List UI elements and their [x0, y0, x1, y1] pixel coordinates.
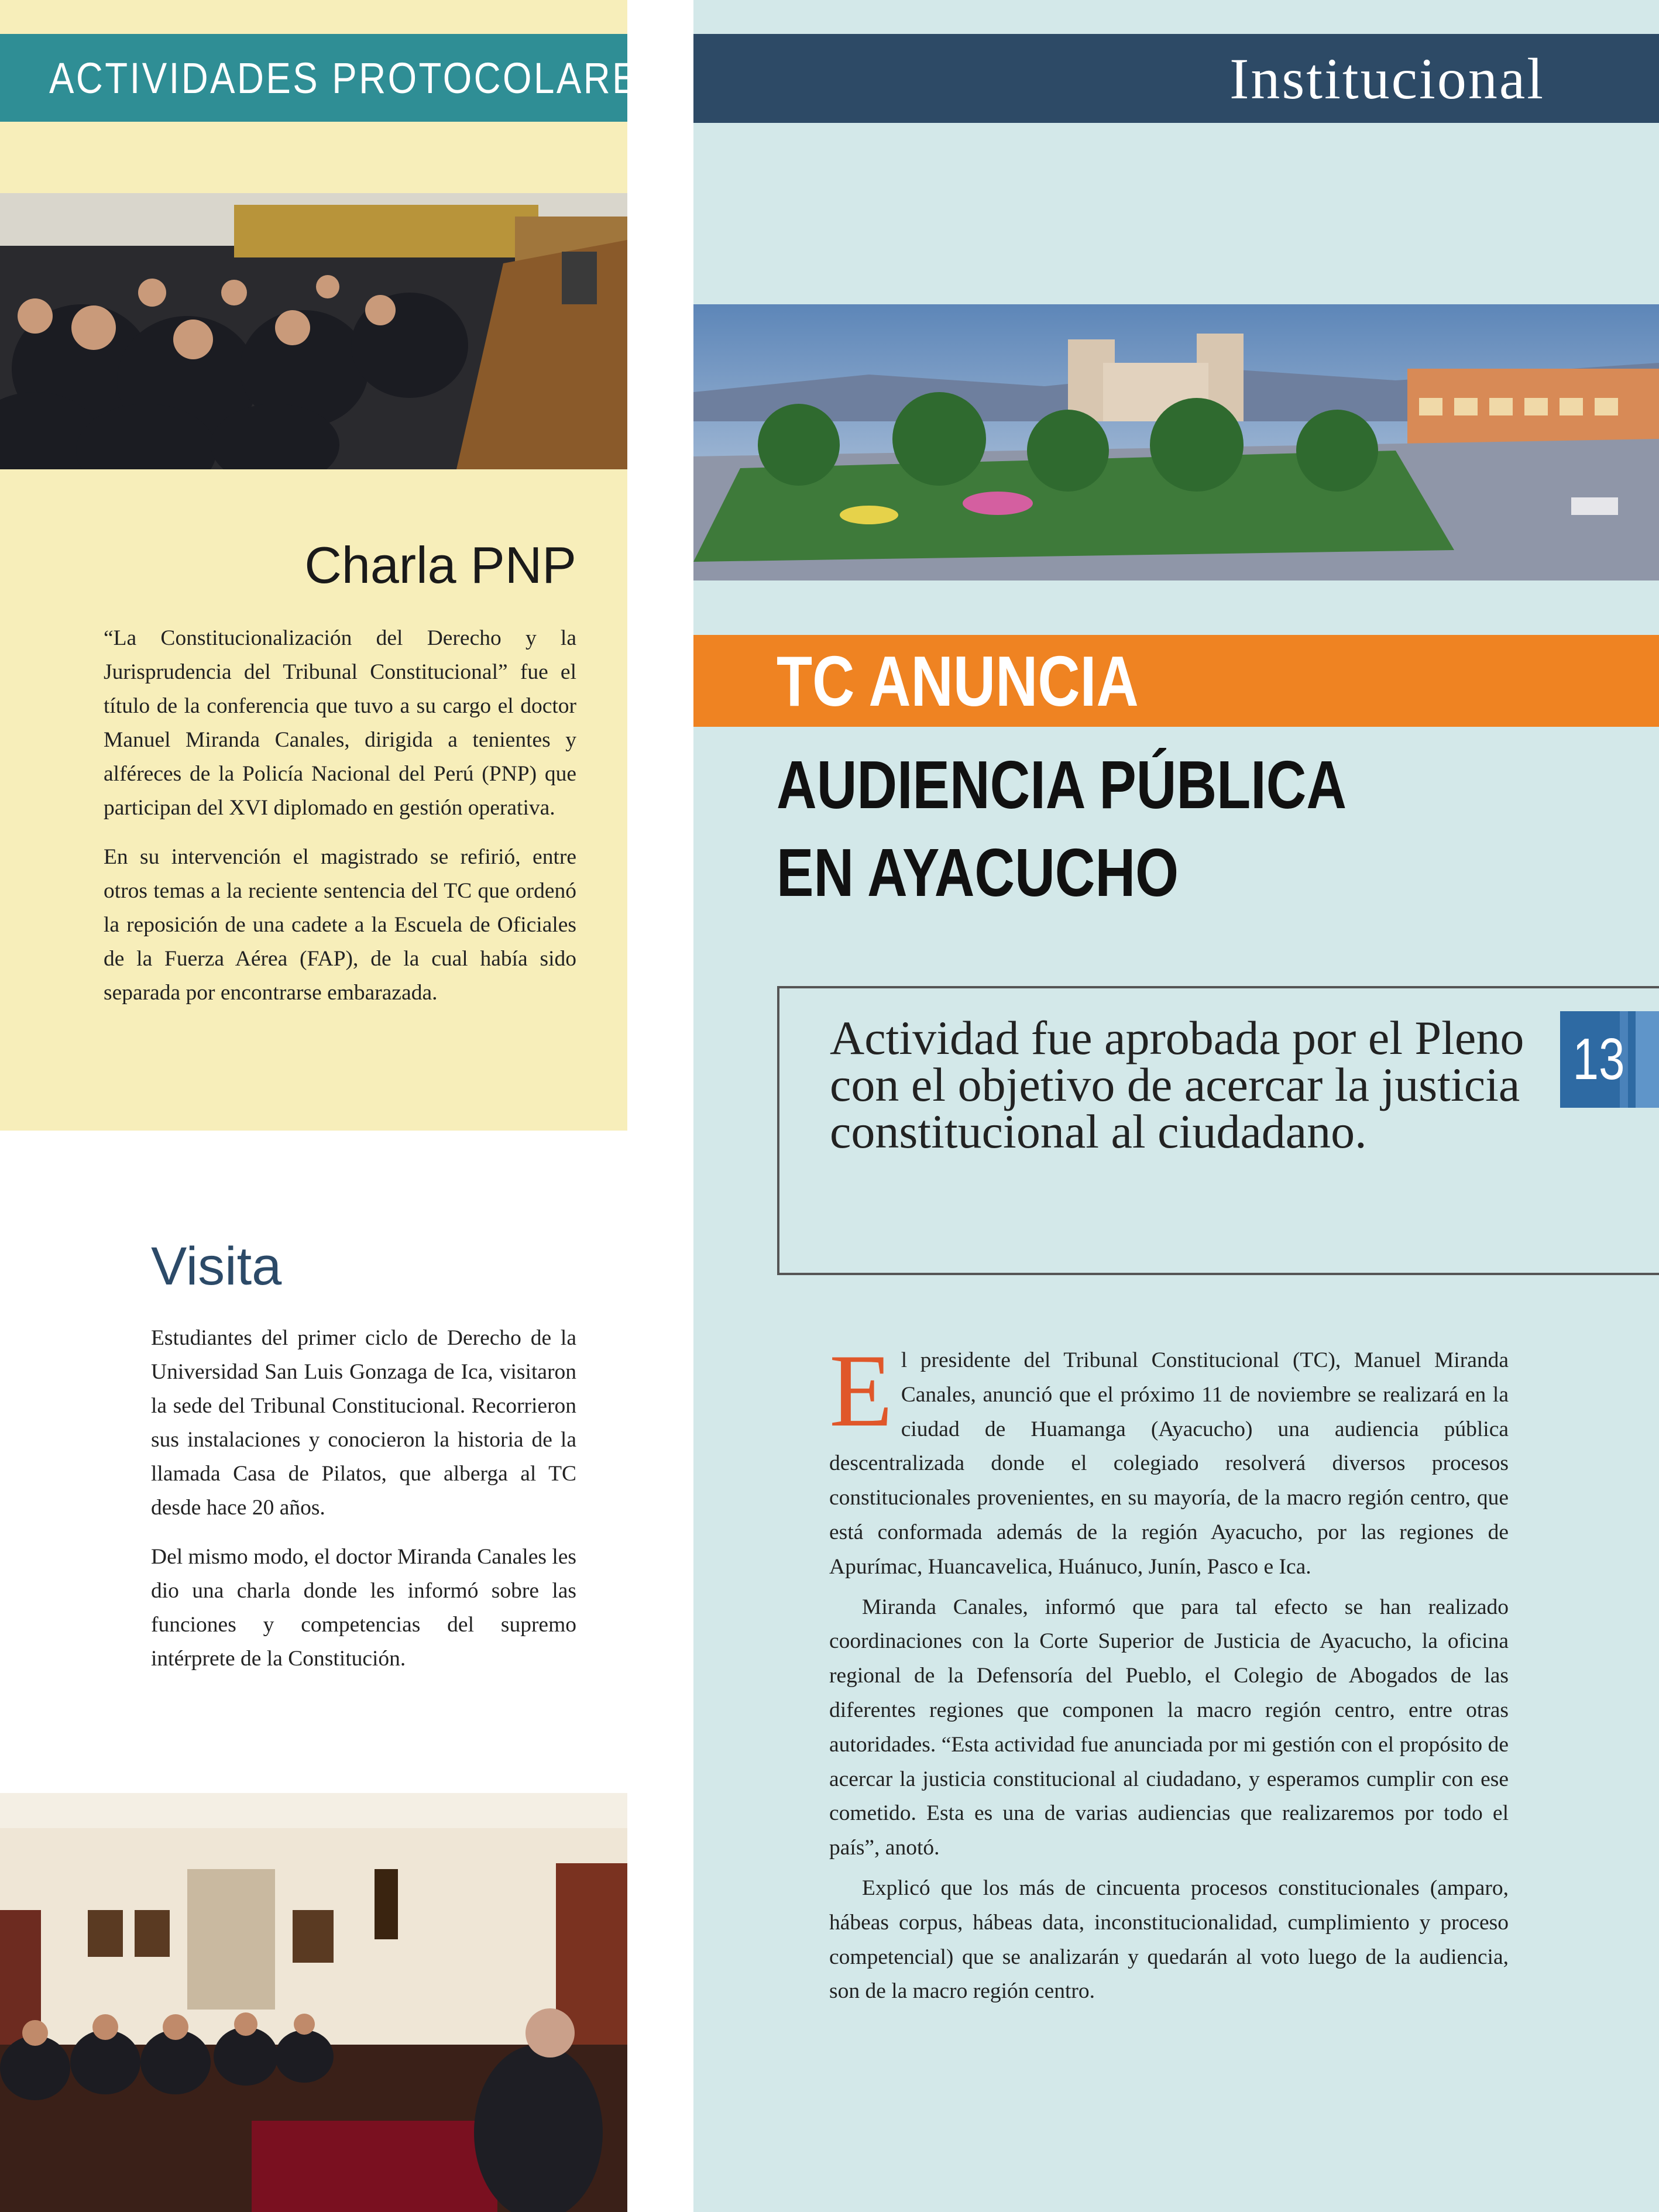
headline-line-2: EN AYACUCHO	[777, 834, 1179, 911]
visita-paragraph: Del mismo modo, el doctor Miranda Canales les dio una charla donde les informó sobre las funciones y competencias del supremo intérprete de la Constitución.	[151, 1545, 576, 1671]
article-paragraph	[829, 1332, 1509, 1585]
visita-paragraph: Estudiantes del primer ciclo de Derecho de la Universidad San Luis Gonzaga de Ica, visitaron la sede del Tribunal Constitucional. Recorrieron sus instalaciones y conocieron la historia de la llamada Casa de Pilatos, que alberga al TC desde hace 20 años.	[151, 1326, 576, 1520]
ayacucho-plaza-photo	[693, 304, 1659, 581]
kicker-bar	[693, 635, 1659, 727]
left-section-header	[0, 34, 666, 122]
article-paragraph: Miranda Canales, informó que para tal efecto se han realizado coordinaciones con la Corte Superior de Justicia de Ayacucho, la oficina regional de la Defensoría del Pueblo, el Colegio de Abogados de las diferentes regiones que componen la macro región centro, entre otras autoridades. “Esta actividad fue anunciada por mi gestión con el propósito de acercar la justicia constitucional al ciudadano, y esperamos cumplir con ese cometido. Esta es una de varias audiencias que realizaremos por todo el país”, anotó.	[829, 1595, 1509, 1860]
left-section-header-text: ACTIVIDADES PROTOCOLARES	[49, 53, 666, 102]
pnp-paragraph: En su intervención el magistrado se refirió, entre otros temas a la reciente sentencia del TC que ordenó la reposición de una cadete a la Escuela de Oficiales de la Fuerza Aérea (FAP), de la cual había sido separada por encontrarse embarazada.	[104, 845, 576, 1005]
pnp-paragraph: “La Constitucionalización del Derecho y la Jurisprudencia del Tribunal Constitucional” fue el título de la conferencia que tuvo a su cargo el doctor Manuel Miranda Canales, dirigida a tenientes y alféreces de la Policía Nacional del Perú (PNP) que participan del XVI diplomado en gestión operativa.	[104, 626, 576, 820]
drop-cap: E	[829, 1332, 893, 1448]
headline-line-1: AUDIENCIA PÚBLICA	[777, 747, 1347, 823]
visita-title: Visita	[151, 1236, 282, 1296]
page-number-stripe	[1636, 1011, 1659, 1108]
lead-text: Actividad fue aprobada por el Pleno con el objetivo de acercar la justicia constitucional al ciudadano.	[830, 1011, 1524, 1158]
kicker-text: TC ANUNCIA	[777, 641, 1139, 721]
pnp-body	[104, 621, 576, 1025]
right-section-header-text: Institucional	[1229, 46, 1545, 111]
article-body	[829, 1332, 1509, 2015]
article-paragraph: Explicó que los más de cincuenta procesos constitucionales (amparo, hábeas corpus, hábeas data, inconstitucionalidad, cumplimiento y proceso competencial) que se analizarán y quedarán al voto luego de la audiencia, son de la macro región centro.	[829, 1876, 1509, 2004]
pnp-photo	[0, 193, 627, 469]
right-section-header	[693, 34, 1659, 123]
visita-body	[151, 1321, 576, 1691]
page-number: 13	[1572, 1026, 1625, 1092]
article-first-paragraph: l presidente del Tribunal Constitucional (TC), Manuel Miranda Canales, anunció que el próximo 11 de noviembre se realizará en la ciudad de Huamanga (Ayacucho) una audiencia pública descentralizada donde el colegiado resolverá diversos procesos constitucionales provenientes, en su mayoría, de la macro región centro, que está conformada además de la región Ayacucho, por las regiones de Apurímac, Huancavelica, Huánuco, Junín, Pasco e Ica.	[829, 1348, 1509, 1579]
visita-photo	[0, 1793, 627, 2212]
pnp-title: Charla PNP	[304, 536, 576, 594]
